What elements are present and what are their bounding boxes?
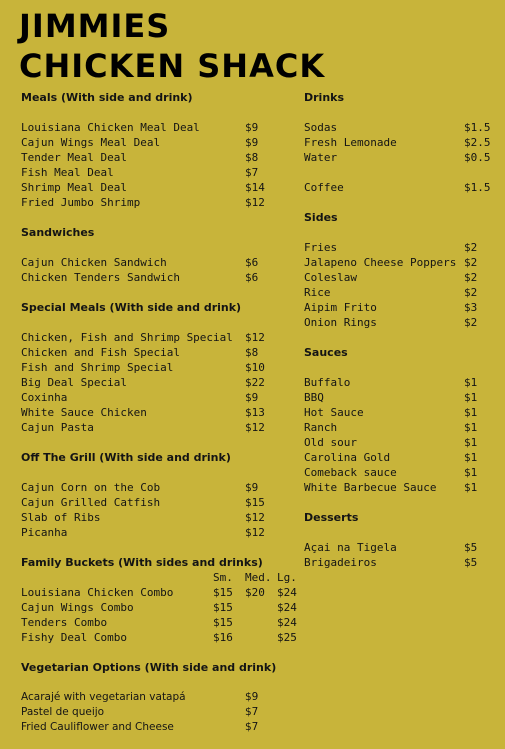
size-label: Med. — [245, 571, 272, 584]
menu-item — [21, 510, 301, 525]
menu-item — [304, 390, 504, 405]
menu-item — [304, 300, 504, 315]
item-name: Slab of Ribs — [21, 511, 101, 524]
menu-item — [304, 465, 504, 480]
item-name: Brigadeiros — [304, 556, 377, 569]
item-name: Chicken, Fish and Shrimp Special — [21, 331, 233, 344]
restaurant-title — [19, 6, 325, 86]
menu-item — [21, 495, 301, 510]
menu-item — [21, 690, 301, 705]
menu-item — [304, 120, 504, 135]
section-heading: Sauces — [304, 346, 348, 359]
item-price: $15 — [213, 616, 233, 629]
item-name: Açai na Tigela — [304, 541, 397, 554]
spacer — [21, 435, 301, 450]
item-name: Chicken and Fish Special — [21, 346, 180, 359]
title-line-1: JIMMIES — [19, 7, 171, 45]
item-name: Jalapeno Cheese Poppers — [304, 256, 457, 269]
item-name: Rice — [304, 286, 331, 299]
item-name: Fried Cauliflower and Cheese — [21, 721, 174, 733]
item-price: $8 — [245, 346, 259, 359]
menu-item — [21, 165, 301, 180]
menu-item — [21, 150, 301, 165]
menu-item — [21, 345, 301, 360]
item-price: $12 — [245, 421, 265, 434]
item-price: $24 — [277, 616, 297, 629]
item-price: $2 — [464, 241, 478, 254]
item-price: $2 — [464, 256, 478, 269]
item-name: Fries — [304, 241, 338, 254]
menu-item — [304, 240, 504, 255]
menu-item — [304, 540, 504, 555]
menu-item — [304, 165, 504, 180]
menu-item — [21, 135, 301, 150]
section-heading: Meals (With side and drink) — [21, 91, 193, 104]
item-name: Water — [304, 151, 338, 164]
menu-item — [21, 405, 301, 420]
item-name: Tenders Combo — [21, 616, 108, 629]
item-price: $15 — [213, 601, 233, 614]
item-name: Louisiana Chicken Combo — [21, 586, 174, 599]
item-name: Coxinha — [21, 391, 68, 404]
menu-item — [21, 600, 301, 615]
menu-item — [304, 435, 504, 450]
menu-item — [304, 180, 504, 195]
item-name: Tender Meal Deal — [21, 151, 127, 164]
spacer — [21, 240, 301, 255]
item-price: $24 — [277, 601, 297, 614]
item-price: $1 — [464, 436, 478, 449]
section-heading: Sandwiches — [21, 226, 95, 239]
menu-item — [304, 150, 504, 165]
spacer — [304, 525, 504, 540]
menu-right-column — [304, 90, 504, 585]
section-heading: Sides — [304, 211, 338, 224]
item-price: $9 — [245, 136, 259, 149]
menu-item — [21, 120, 301, 135]
spacer — [304, 225, 504, 240]
menu-item — [21, 480, 301, 495]
item-name: Fishy Deal Combo — [21, 631, 127, 644]
size-header-row — [21, 570, 301, 585]
item-price: $12 — [245, 196, 265, 209]
section-heading: Family Buckets (With sides and drinks) — [21, 556, 263, 569]
item-price: $25 — [277, 631, 297, 644]
menu-item — [21, 255, 301, 270]
spacer — [21, 465, 301, 480]
menu-item — [21, 180, 301, 195]
item-name: Fried Jumbo Shrimp — [21, 196, 141, 209]
item-name: Louisiana Chicken Meal Deal — [21, 121, 200, 134]
item-name: Coffee — [304, 181, 344, 194]
size-label: Lg. — [277, 571, 297, 584]
item-price: $8 — [245, 151, 259, 164]
item-price: $9 — [245, 691, 259, 703]
item-name: Acarajé with vegetarian vatapá — [21, 691, 186, 703]
item-price: $6 — [245, 271, 259, 284]
menu-item — [304, 405, 504, 420]
item-name: Buffalo — [304, 376, 351, 389]
item-price: $9 — [245, 481, 259, 494]
item-price: $24 — [277, 586, 297, 599]
item-price: $7 — [245, 706, 259, 718]
item-price: $5 — [464, 541, 478, 554]
item-price: $1 — [464, 481, 478, 494]
menu-item — [304, 315, 504, 330]
item-price: $6 — [245, 256, 259, 269]
menu-item — [21, 615, 301, 630]
item-name: Carolina Gold — [304, 451, 391, 464]
menu-item — [21, 705, 301, 720]
item-name: Cajun Chicken Sandwich — [21, 256, 167, 269]
item-price: $1.5 — [464, 181, 491, 194]
spacer — [304, 495, 504, 510]
menu-item — [21, 630, 301, 645]
item-price: $15 — [213, 586, 233, 599]
menu-item — [21, 330, 301, 345]
item-price: $20 — [245, 586, 265, 599]
item-name: Picanha — [21, 526, 68, 539]
menu-item — [21, 390, 301, 405]
item-name: Chicken Tenders Sandwich — [21, 271, 180, 284]
section-heading: Vegetarian Options (With side and drink) — [21, 661, 277, 674]
item-name: White Barbecue Sauce — [304, 481, 437, 494]
item-name: Onion Rings — [304, 316, 377, 329]
item-price: $2.5 — [464, 136, 491, 149]
item-price: $2 — [464, 271, 478, 284]
item-price: $9 — [245, 121, 259, 134]
section-heading: Off The Grill (With side and drink) — [21, 451, 231, 464]
item-price: $1 — [464, 466, 478, 479]
item-price: $1 — [464, 391, 478, 404]
item-name: Cajun Wings Combo — [21, 601, 134, 614]
spacer — [21, 105, 301, 120]
menu-item — [21, 720, 301, 735]
menu-item — [304, 285, 504, 300]
menu-item — [304, 420, 504, 435]
item-price: $5 — [464, 556, 478, 569]
menu-item — [21, 375, 301, 390]
item-price: $16 — [213, 631, 233, 644]
menu-item — [21, 195, 301, 210]
item-name: Cajun Wings Meal Deal — [21, 136, 161, 149]
item-name: White Sauce Chicken — [21, 406, 147, 419]
item-price: $1 — [464, 451, 478, 464]
item-price: $10 — [245, 361, 265, 374]
item-name: Shrimp Meal Deal — [21, 181, 127, 194]
section-heading: Special Meals (With side and drink) — [21, 301, 242, 314]
menu-item — [21, 270, 301, 285]
item-name: Ranch — [304, 421, 338, 434]
item-name: Sodas — [304, 121, 338, 134]
spacer — [21, 540, 301, 555]
menu-left-column — [21, 90, 301, 735]
spacer — [21, 210, 301, 225]
menu-item — [21, 525, 301, 540]
menu-item — [21, 585, 301, 600]
item-name: Comeback sauce — [304, 466, 397, 479]
item-price: $1.5 — [464, 121, 491, 134]
spacer — [21, 285, 301, 300]
item-price: $1 — [464, 406, 478, 419]
item-price: $0.5 — [464, 151, 491, 164]
spacer — [21, 645, 301, 660]
item-price: $12 — [245, 331, 265, 344]
spacer — [304, 570, 504, 585]
item-price: $7 — [245, 721, 259, 733]
item-name: Fresh Lemonade — [304, 136, 397, 149]
menu-item — [304, 270, 504, 285]
item-name: BBQ — [304, 391, 324, 404]
item-price: $1 — [464, 376, 478, 389]
item-price: $1 — [464, 421, 478, 434]
item-name: Cajun Grilled Catfish — [21, 496, 161, 509]
item-price: $12 — [245, 511, 265, 524]
item-price: $2 — [464, 286, 478, 299]
item-price: $9 — [245, 391, 259, 404]
item-name: Pastel de queijo — [21, 706, 105, 718]
item-price: $14 — [245, 181, 265, 194]
spacer — [21, 315, 301, 330]
item-name: Cajun Pasta — [21, 421, 94, 434]
item-price: $12 — [245, 526, 265, 539]
menu-item — [304, 450, 504, 465]
item-name: Old sour — [304, 436, 357, 449]
item-price: $7 — [245, 166, 259, 179]
item-name: Hot Sauce — [304, 406, 364, 419]
size-label: Sm. — [213, 571, 233, 584]
item-name: Aipim Frito — [304, 301, 377, 314]
spacer — [304, 330, 504, 345]
section-heading: Drinks — [304, 91, 345, 104]
item-name: Coleslaw — [304, 271, 357, 284]
menu-item — [21, 360, 301, 375]
menu-item — [304, 375, 504, 390]
menu-item — [304, 480, 504, 495]
menu-item — [304, 135, 504, 150]
spacer — [304, 105, 504, 120]
item-name: Fish and Shrimp Special — [21, 361, 174, 374]
item-price: $15 — [245, 496, 265, 509]
title-line-2: CHICKEN SHACK — [19, 47, 326, 85]
menu-item — [21, 420, 301, 435]
item-price: $2 — [464, 316, 478, 329]
spacer — [21, 675, 301, 690]
item-name: Cajun Corn on the Cob — [21, 481, 161, 494]
spacer — [304, 360, 504, 375]
spacer — [304, 195, 504, 210]
item-name: Fish Meal Deal — [21, 166, 114, 179]
menu-item — [304, 555, 504, 570]
item-price: $22 — [245, 376, 265, 389]
item-price: $13 — [245, 406, 265, 419]
menu-item — [304, 255, 504, 270]
item-price: $3 — [464, 301, 478, 314]
section-heading: Desserts — [304, 511, 359, 524]
item-name: Big Deal Special — [21, 376, 127, 389]
